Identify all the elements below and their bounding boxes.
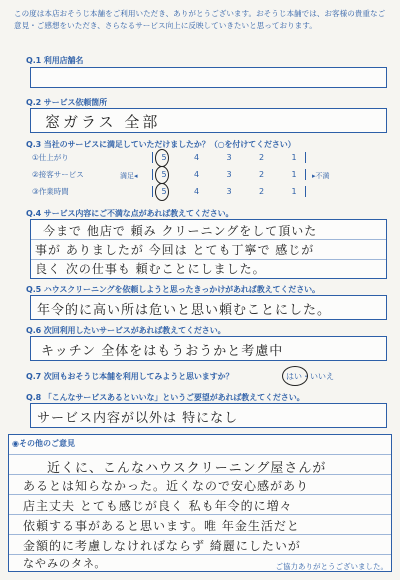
opinion-line: 依頼する事があると思います。唯 年金生活だと — [23, 519, 300, 533]
q5-answer: 年令的に高い所は危いと思い頼むことにした。 — [37, 303, 332, 318]
opinion-line: 近くに、こんなハウスクリーニング屋さんが — [47, 461, 327, 476]
selected-circle-mark — [282, 366, 308, 386]
scale-1[interactable]: 1 — [291, 170, 297, 179]
q1-label: Q.1 利用店舗名 — [26, 56, 84, 65]
scale-2[interactable]: 2 — [258, 153, 265, 162]
scale-3[interactable]: 3 — [226, 187, 232, 196]
scale-5[interactable]: 5 — [161, 187, 167, 196]
q6-answer: キッチン 全体をはもうおうかと考慮中 — [41, 344, 284, 359]
opinion-title: ◉その他のご意見 — [12, 439, 75, 448]
scale-3[interactable]: 3 — [226, 170, 232, 179]
q4-answer-box[interactable] — [30, 219, 387, 279]
q2-answer-box[interactable] — [30, 108, 387, 133]
opinion-line: なやみのタネ。 — [23, 557, 107, 570]
q8-answer-box[interactable] — [30, 403, 387, 428]
scale-4[interactable]: 4 — [193, 170, 200, 179]
dissatisfied-label: 不満 — [315, 172, 330, 180]
q2-label: Q.2 サービス依頼箇所 — [26, 98, 107, 107]
scale-4[interactable]: 4 — [193, 153, 200, 162]
opinion-line: 金額的に考慮しなければならず 綺麗にしたいが — [23, 539, 301, 553]
opinion-line: あるとは知らなかった。近くなので安心感があり — [23, 479, 310, 493]
q3-label: Q.3 当社のサービスに満足していただけましたか？（○を付けてください） — [26, 140, 296, 149]
q3-item-time-scale[interactable] — [152, 186, 306, 197]
scale-2[interactable]: 2 — [258, 187, 265, 196]
scale-1[interactable]: 1 — [291, 153, 297, 162]
thank-you-note: ご協力ありがとうございました。 — [275, 562, 388, 571]
intro-text: この度は本店おそうじ本舗をご利用いただき、ありがとうございます。おそうじ本舗では、お客様の貴重なご意見・ご感想をいただき、さらなるサービス向上に反映していきたいと思っております。 — [14, 9, 386, 30]
q2-answer: 窓ガラス 全部 — [45, 113, 161, 131]
q6-answer-box[interactable] — [30, 336, 387, 361]
q5-label: Q.5 ハウスクリーニングを依頼しようと思ったきっかけがあれば教えてください。 — [26, 285, 320, 294]
q1-answer-box[interactable] — [30, 67, 387, 88]
q5-answer-box[interactable] — [30, 295, 387, 320]
q8-label: Q.8 「こんなサービスあるといいな」というご要望があれば教えてください。 — [26, 393, 305, 402]
q4-label: Q.4 サービス内容にご不満な点があれば教えてください。 — [26, 209, 234, 218]
q3-item-service-scale[interactable] — [152, 169, 306, 180]
scale-2[interactable]: 2 — [258, 170, 265, 179]
q3-item-time-label: ③作業時間 — [32, 187, 69, 196]
scale-1[interactable]: 1 — [291, 187, 297, 196]
q6-label: Q.6 次回利用したいサービスがあれば教えてください。 — [26, 326, 226, 335]
q7-yes-option[interactable]: はい — [286, 372, 302, 381]
q4-answer-line: 良く 次の仕事も 頼むことにしました。 — [35, 262, 266, 276]
q7-no-option[interactable]: いいえ — [310, 372, 334, 381]
scale-3[interactable]: 3 — [226, 153, 232, 162]
scale-5[interactable]: 5 — [161, 153, 167, 162]
q7-separator: ・ — [302, 372, 310, 381]
selected-circle-mark — [155, 149, 169, 167]
opinion-box[interactable] — [8, 434, 392, 572]
selected-circle-mark — [155, 166, 169, 184]
opinion-line: 店主丈夫 とても感じが良く 私も年令的に増々 — [23, 499, 293, 513]
q4-answer-line: 事が ありましたが 今回は とても丁寧で 感じが — [35, 243, 315, 257]
q3-item-finish-label: ①仕上がり — [32, 153, 69, 162]
selected-circle-mark — [155, 183, 169, 201]
q4-answer-line: 今まで 他店で 頼み クリーニングをして頂いた — [43, 224, 318, 238]
scale-5[interactable]: 5 — [161, 170, 167, 179]
satisfied-label: 満足 — [120, 172, 134, 180]
q3-item-service-label: ②接客サービス — [32, 170, 84, 179]
scale-4[interactable]: 4 — [193, 187, 200, 196]
q7-label: Q.7 次回もおそうじ本舗を利用してみようと思いますか？ — [26, 372, 234, 381]
satisfied-mark: 満足◂ — [120, 172, 138, 180]
q8-answer: サービス内容が以外は 特になし — [37, 411, 239, 426]
q3-item-finish-scale[interactable] — [152, 152, 306, 163]
dissatisfied-mark: ▸不満 — [312, 172, 330, 180]
